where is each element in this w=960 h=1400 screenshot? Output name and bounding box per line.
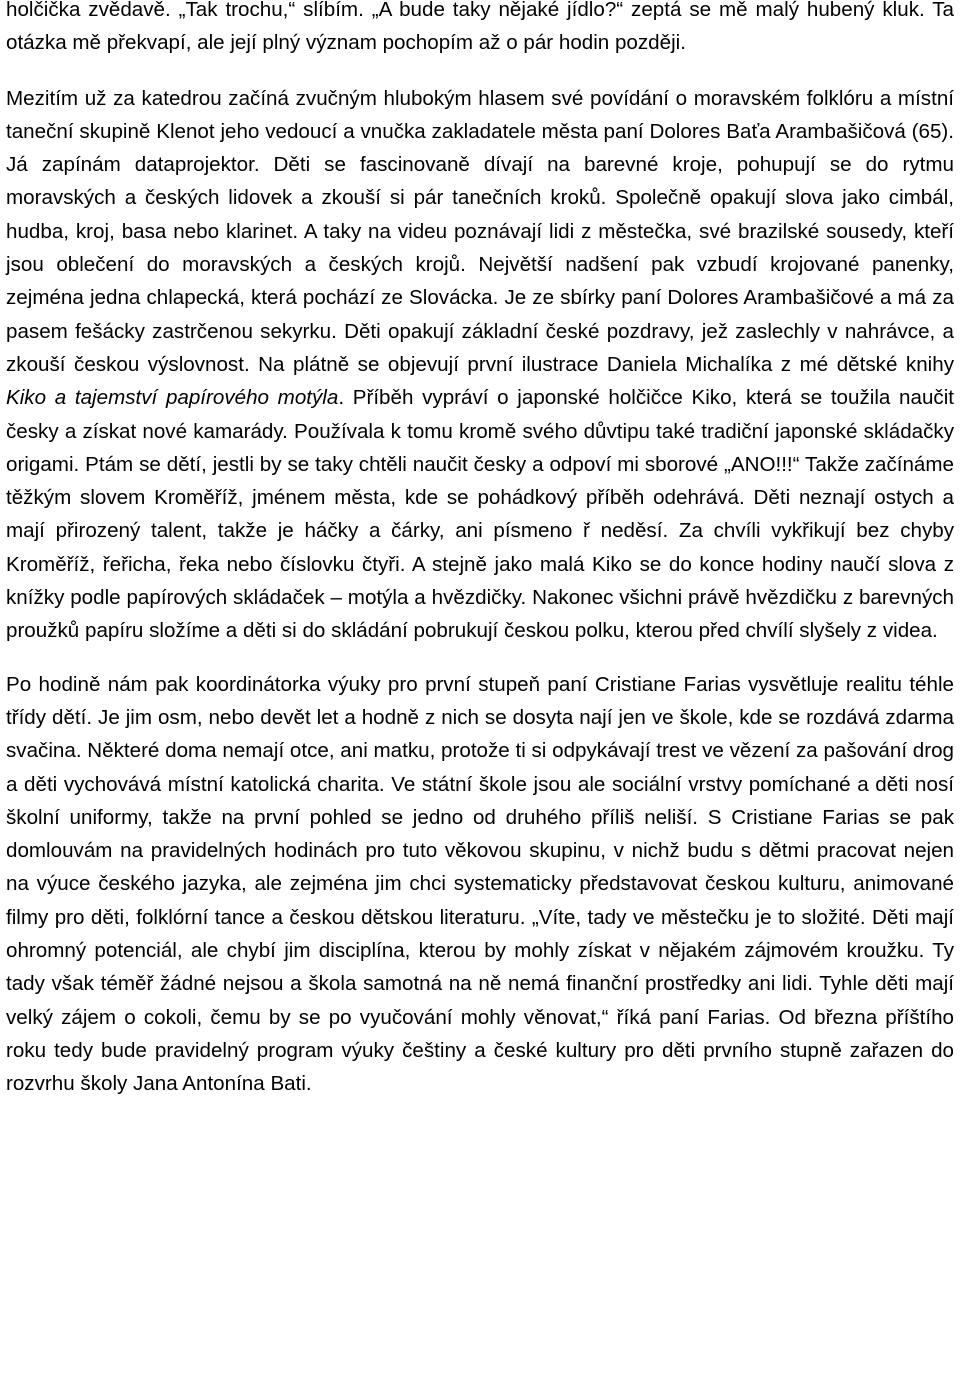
paragraph-1-text: holčička zvědavě. „Tak trochu,“ slíbím. „A bude taky nějaké jídlo?“ zeptá se mě malý hubený kluk. Ta otázka mě překvapí, ale její plný význam pochopím až o pár hodin později. [6, 0, 954, 55]
paragraph-2-text-end: . Příběh vypráví o japonské holčičce Kiko, která se toužila naučit česky a získat nové kamarády. Používala k tomu kromě svého důvtipu také tradiční japonské skládačky origami. Ptám se dětí, jestli by se taky chtěli naučit česky a odpoví mi sborové „ANO!!!“ Takže začínáme těžkým slovem Kroměříž, jménem města, kde se pohádkový příběh odehrává. Děti neznají ostych a mají přirozený talent, takže je háčky a čárky, ani písmeno ř neděsí. Za chvíli vykřikují bez chyby Kroměříž, řeřicha, řeka nebo číslovku čtyři. A stejně jako malá Kiko se do konce hodiny naučí slova z knížky podle papírových skládaček – motýla a hvězdičky. Nakonec všichni právě hvězdičku z barevných proužků papíru složíme a děti si do skládání pobrukují českou polku, kterou před chvílí slyšely z videa. [6, 386, 954, 643]
paragraph-2 [6, 82, 954, 648]
paragraph-3-text: Po hodině nám pak koordinátorka výuky pro první stupeň paní Cristiane Farias vysvětluje realitu téhle třídy dětí. Je jim osm, nebo devět let a hodně z nich se dosyta nají jen ve škole, kde se rozdává zdarma svačina. Některé doma nemají otce, ani matku, protože ti si odpykávají trest ve vězení za pašování drog a děti vychovává místní katolická charita. Ve státní škole jsou ale sociální vrstvy pomíchané a děti nosí školní uniformy, takže na první pohled se jedno od druhého příliš neliší. S Cristiane Farias se pak domlouvám na pravidelných hodinách pro tuto věkovou skupinu, v nichž budu s dětmi pracovat nejen na výuce českého jazyka, ale zejména jim chci systematicky představovat českou kulturu, animované filmy pro děti, folklórní tance a českou dětskou literaturu. „Víte, tady ve městečku je to složité. Děti mají ohromný potenciál, ale chybí jim disciplína, kterou by mohly získat v nějakém zájmovém kroužku. Ty tady však téměř žádné nejsou a škola samotná na ně nemá finanční prostředky ani lidi. Tyhle děti mají velký zájem o cokoli, čemu by se po vyučování mohly věnovat,“ říká paní Farias. Od března příštího roku tedy bude pravidelný program výuky češtiny a české kultury pro děti prvního stupně zařazen do rozvrhu školy Jana Antonína Bati. [6, 672, 954, 1096]
paragraph-1 [6, 0, 954, 60]
book-title: Kiko a tajemství papírového motýla [6, 386, 339, 410]
document-page [6, 0, 954, 1101]
paragraph-2-text-start: Mezitím už za katedrou začíná zvučným hlubokým hlasem své povídání o moravském folklóru a místní taneční skupině Klenot jeho vedoucí a vnučka zakladatele města paní Dolores Baťa Arambašičová (65). Já zapínám dataprojektor. Děti se fascinovaně dívají na barevné kroje, pohupují se do rytmu moravských a českých lidovek a zkouší si pár tanečních kroků. Společně opakují slova jako cimbál, hudba, kroj, basa nebo klarinet. A taky na videu poznávají lidi z městečka, své brazilské sousedy, kteří jsou oblečení do moravských a českých krojů. Největší nadšení pak vzbudí krojované panenky, zejména jedna chlapecká, která pochází ze Slovácka. Je ze sbírky paní Dolores Arambašičové a má za pasem fešácky zastrčenou sekyrku. Děti opakují základní české pozdravy, jež zaslechly v nahrávce, a zkouší českou výslovnost. Na plátně se objevují první ilustrace Daniela Michalíka z mé dětské knihy [6, 86, 954, 376]
paragraph-spacer [6, 60, 954, 82]
paragraph-3 [6, 668, 954, 1101]
paragraph-spacer [6, 648, 954, 668]
